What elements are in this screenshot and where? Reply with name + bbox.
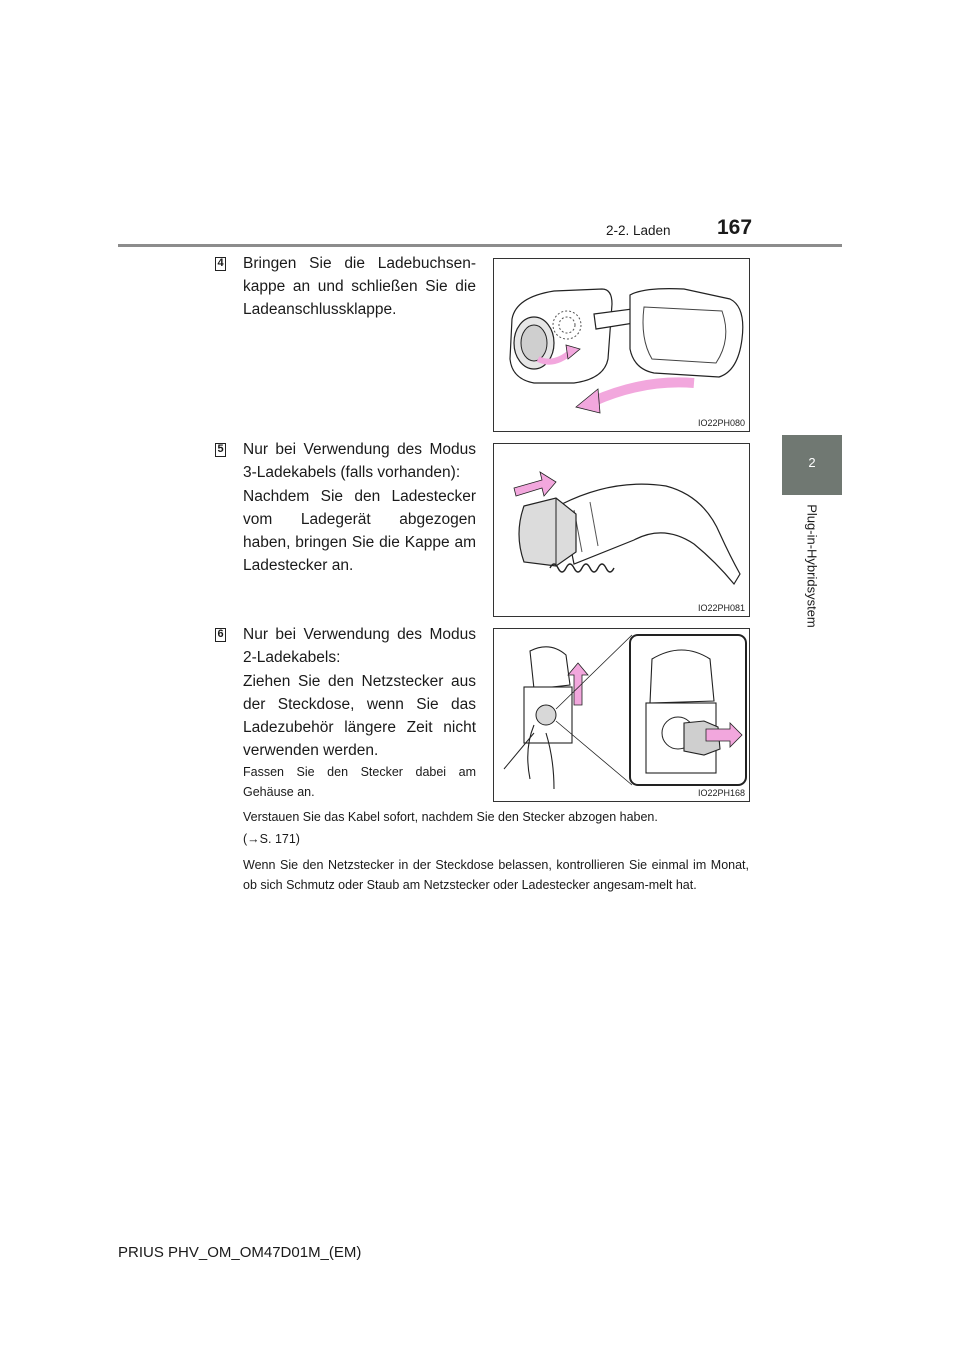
note-store-cable: Verstauen Sie das Kabel sofort, nachdem Sie den Stecker abzogen haben. [243, 810, 658, 824]
step-6-note: Fassen Sie den Stecker dabei am Gehäuse an. [243, 765, 476, 799]
step-marker-5: 5 [215, 443, 226, 457]
charging-port-illustration [494, 259, 751, 433]
step-marker-4: 4 [215, 257, 226, 271]
figure-code: IO22PH080 [697, 418, 745, 428]
figure-charging-port-cap [493, 258, 750, 432]
figure-charging-connector-cap [493, 443, 750, 617]
chapter-number: 2 [808, 455, 816, 470]
step-marker-6: 6 [215, 628, 226, 642]
header-rule [118, 244, 842, 247]
chapter-title: Plug-in-Hybridsystem [804, 504, 820, 628]
note-page-reference: (→S. 171) [243, 832, 300, 846]
figure-code: IO22PH168 [697, 788, 745, 798]
page-number: 167 [717, 216, 753, 239]
section-title: 2-2. Laden [606, 223, 671, 238]
step-6-detail: Ziehen Sie den Netzstecker aus der Steckdose, wenn Sie das Ladezubehör längere Zeit nicht verwenden werden. [243, 673, 476, 759]
figure-unplug-mains [493, 628, 750, 802]
document-footer: PRIUS PHV_OM_OM47D01M_(EM) [118, 1244, 362, 1261]
step-5-detail: Nachdem Sie den Ladestecker vom Ladegerät abgezogen haben, bringen Sie die Kappe am Ladestecker an. [243, 488, 476, 574]
connector-illustration [494, 444, 751, 618]
unplug-illustration [494, 629, 751, 803]
step-5-text: Nur bei Verwendung des Modus 3-Ladekabels (falls vorhanden): [243, 441, 476, 481]
step-6-text: Nur bei Verwendung des Modus 2-Ladekabels: [243, 626, 476, 666]
step-4-text: Bringen Sie die Ladebuchsen-kappe an und schließen Sie die Ladeanschlussklappe. [243, 255, 476, 318]
note-monthly-check: Wenn Sie den Netzstecker in der Steckdose belassen, kontrollieren Sie einmal im Monat, ob sich Schmutz oder Staub am Netzstecker oder Ladestecker angesam-melt hat. [243, 858, 749, 892]
figure-code: IO22PH081 [697, 603, 745, 613]
